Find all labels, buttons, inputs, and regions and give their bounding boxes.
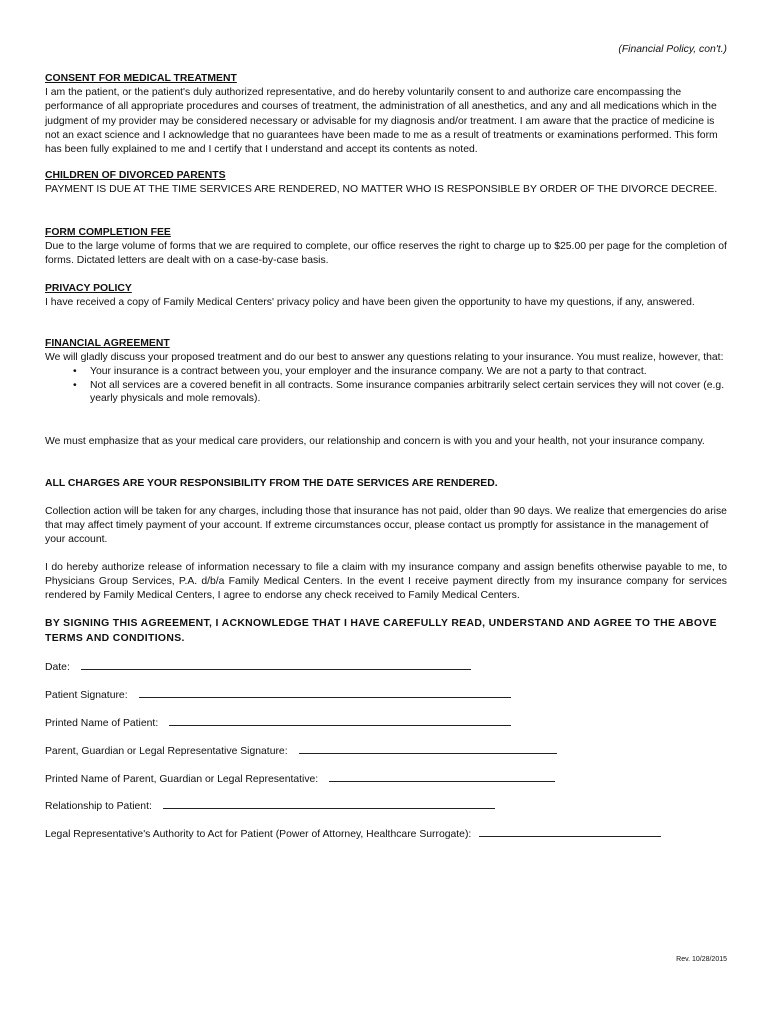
printed-name-label: Printed Name of Patient: (45, 718, 159, 729)
guardian-signature-field[interactable] (299, 744, 557, 754)
financial-intro: We will gladly discuss your proposed treatment and do our best to answer any questions relating to your insurance. You must realize, however, that: (45, 352, 724, 364)
list-item (45, 379, 727, 406)
bullet-text: Not all services are a covered benefit in all contracts. Some insurance companies arbitrarily select certain services they will not cover (e.g. yearly physicals and mole removals). (90, 379, 725, 405)
consent-body: I am the patient, or the patient's duly authorized representative, and do hereby voluntarily consent to and authorize care encompassing the performance of all appropriate procedures and courses of treatment, the administration of all anesthetics, and any and all medications which in the judgment of my provider may be considered necessary or advisable for my diagnosis and/or treatment. I am aware that the practice of medicine is not an exact science and I acknowledge that no guarantees have been made to me as a result of treatments or examinations performed. This form has been fully explained to me and I certify that I understand and accept its contents as noted. (45, 87, 718, 156)
charges-paragraph (45, 477, 727, 491)
financial-bullets (45, 365, 727, 405)
authority-label: Legal Representative's Authority to Act for Patient (Power of Attorney, Healthcare Surrogate): (45, 829, 472, 840)
guardian-signature-label: Parent, Guardian or Legal Representative Signature: (45, 746, 288, 757)
privacy-section (45, 282, 727, 310)
guardian-name-field[interactable] (329, 772, 555, 782)
bullet-icon: • (73, 379, 77, 391)
divorced-body: PAYMENT IS DUE AT THE TIME SERVICES ARE RENDERED, NO MATTER WHO IS RESPONSIBLE BY ORDER OF THE DIVORCE DECREE. (45, 184, 718, 196)
signature-row-printed-name (45, 716, 511, 729)
signature-row-relationship (45, 799, 495, 812)
revision-date: Rev. 10/28/2015 (676, 956, 727, 963)
patient-signature-field[interactable] (139, 688, 511, 698)
printed-name-field[interactable] (169, 716, 511, 726)
date-label: Date: (45, 662, 70, 673)
collection-text: Collection action will be taken for any charges, including those that insurance has not paid, older than 90 days. We realize that emergencies do arise that may affect timely payment of your account. If extreme circumstances occur, please contact us promptly for assistance in the management of your account. (45, 506, 727, 546)
bullet-text: Your insurance is a contract between you, your employer and the insurance company. We are not a party to that contract. (90, 366, 647, 378)
bullet-icon: • (73, 366, 77, 378)
consent-heading: CONSENT FOR MEDICAL TREATMENT (45, 73, 237, 84)
authorize-paragraph (45, 561, 727, 604)
signature-row-authority (45, 827, 661, 840)
financial-heading: FINANCIAL AGREEMENT (45, 338, 170, 349)
continuation-header: (Financial Policy, con't.) (618, 44, 727, 55)
privacy-body: I have received a copy of Family Medical Centers' privacy policy and have been given the opportunity to have my questions, if any, answered. (45, 297, 695, 309)
signature-row-patient-signature (45, 688, 511, 701)
date-field[interactable] (81, 660, 471, 670)
collection-paragraph (45, 505, 727, 548)
acknowledge-paragraph (45, 616, 727, 646)
relationship-label: Relationship to Patient: (45, 801, 152, 812)
form-fee-body: Due to the large volume of forms that we are required to complete, our office reserves the right to charge up to $25.00 per page for the completion of forms. Dictated letters are dealt with on a case-by-case basis. (45, 241, 727, 267)
relationship-field[interactable] (163, 799, 495, 809)
signature-row-guardian-name (45, 772, 555, 785)
emphasis-paragraph (45, 435, 727, 449)
patient-signature-label: Patient Signature: (45, 690, 128, 701)
emphasis-text: We must emphasize that as your medical care providers, our relationship and concern is with you and your health, not your insurance company. (45, 436, 705, 447)
form-fee-section (45, 226, 727, 269)
privacy-heading: PRIVACY POLICY (45, 283, 132, 294)
guardian-name-label: Printed Name of Parent, Guardian or Legal Representative: (45, 774, 319, 785)
document-page (45, 0, 727, 1024)
signature-row-guardian-signature (45, 744, 557, 757)
divorced-section (45, 169, 727, 197)
list-item (45, 365, 727, 378)
financial-section (45, 337, 727, 406)
charges-text: ALL CHARGES ARE YOUR RESPONSIBILITY FROM THE DATE SERVICES ARE RENDERED. (45, 478, 498, 489)
authorize-text: I do hereby authorize release of information necessary to file a claim with my insurance company and assign benefits otherwise payable to me, to Physicians Group Services, P.A. d/b/a Family Medical Centers. In the event I receive payment directly from my insurance company for services rendered by Family Medical Centers, I agree to endorse any check received to Family Medical Centers. (45, 562, 727, 602)
acknowledge-text: BY SIGNING THIS AGREEMENT, I ACKNOWLEDGE THAT I HAVE CAREFULLY READ, UNDERSTAND AND AGREE TO THE ABOVE TERMS AND CONDITIONS. (45, 618, 717, 644)
authority-field[interactable] (479, 827, 661, 837)
divorced-heading: CHILDREN OF DIVORCED PARENTS (45, 170, 226, 181)
consent-section (45, 72, 727, 157)
signature-row-date (45, 660, 471, 673)
form-fee-heading: FORM COMPLETION FEE (45, 227, 171, 238)
